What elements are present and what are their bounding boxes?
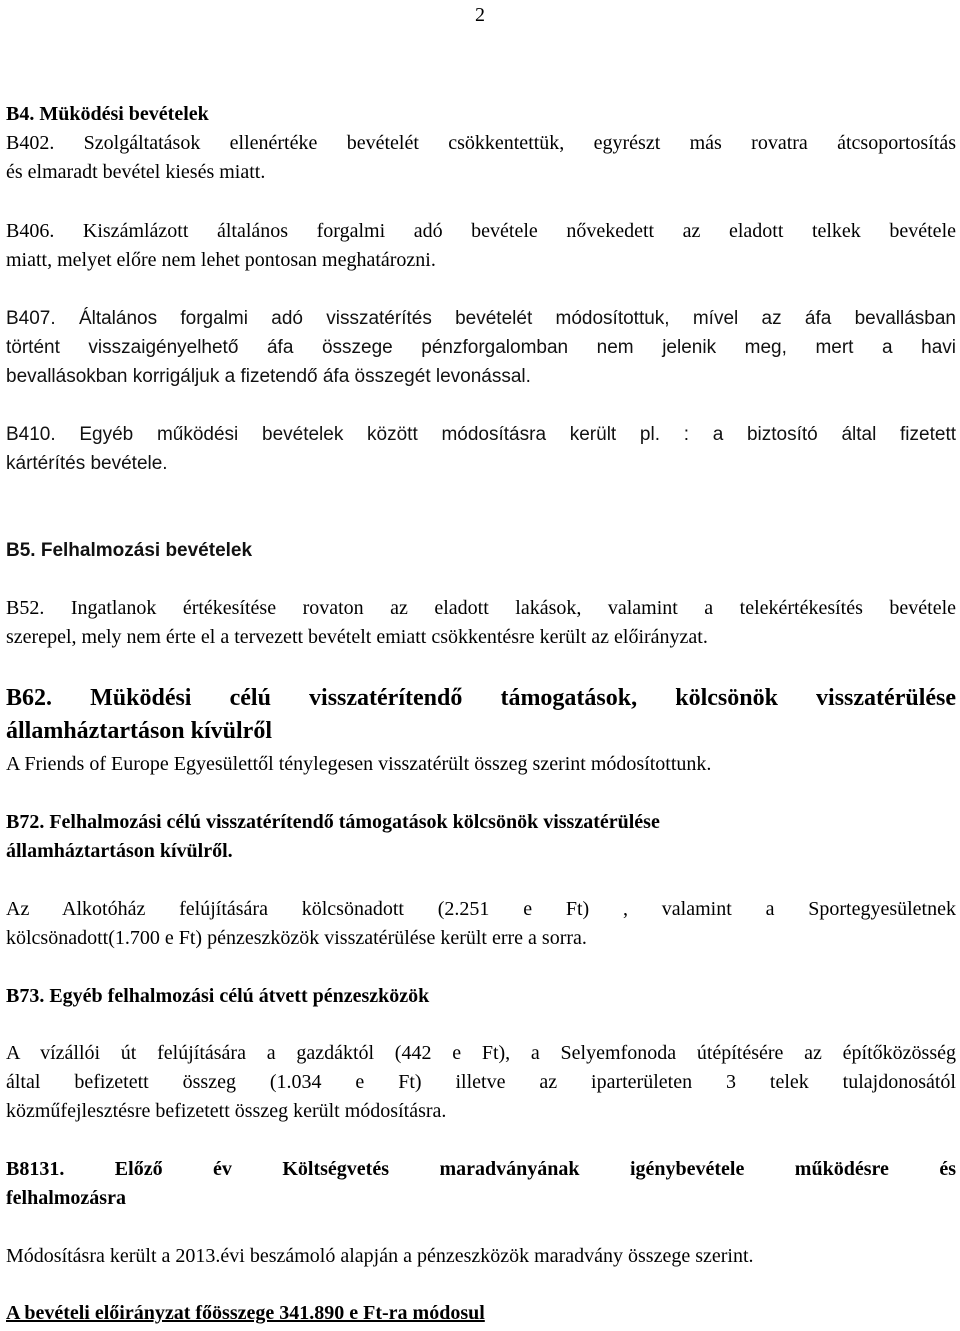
heading-b73: B73. Egyéb felhalmozási célú átvett pénzeszközök <box>6 985 430 1007</box>
page-number: 2 <box>475 4 485 26</box>
paragraph-line: kölcsönadott(1.700 e Ft) pénzeszközök visszatérülése került erre a sorra. <box>6 927 587 949</box>
heading-b8131: B8131. Előző év Költségvetés maradványának igénybevétele működésre és <box>6 1158 956 1180</box>
paragraph-line: kártérítés bevétele. <box>6 453 168 474</box>
heading-b5: B5. Felhalmozási bevételek <box>6 540 253 561</box>
heading-b8131-cont: felhalmozásra <box>6 1187 126 1209</box>
heading-b72-cont: államháztartáson kívülről. <box>6 840 233 862</box>
paragraph-line: B407. Általános forgalmi adó visszatérítés bevételét módosítottuk, mível az áfa bevallásban <box>6 308 956 329</box>
paragraph-line: történt visszaigényelhető áfa összege pénzforgalomban nem jelenik meg, mert a havi <box>6 337 956 358</box>
paragraph-line: B406. Kiszámlázott általános forgalmi adó bevétele nővekedett az eladott telkek bevétele <box>6 220 956 242</box>
heading-b4: B4. Müködési bevételek <box>6 103 209 125</box>
paragraph-line: B52. Ingatlanok értékesítése rovaton az eladott lakások, valamint a telekértékesítés bevétele <box>6 597 956 619</box>
paragraph-line: B402. Szolgáltatások ellenértéke bevételét csökkentettük, egyrészt más rovatra átcsoportosítás <box>6 132 956 154</box>
paragraph-line: miatt, melyet előre nem lehet pontosan meghatározni. <box>6 249 436 271</box>
paragraph-line: bevallásokban korrigáljuk a fizetendő áfa összegét levonással. <box>6 366 531 387</box>
paragraph-line: Módosításra került a 2013.évi beszámoló alapján a pénzeszközök maradvány összege szerint. <box>6 1245 754 1267</box>
heading-b62: B62. Müködési célú visszatérítendő támogatások, kölcsönök visszatérülése <box>6 685 956 711</box>
paragraph-line: szerepel, mely nem érte el a tervezett bevételt emiatt csökkentésre került az előirányzat. <box>6 626 708 648</box>
paragraph-line: A Friends of Europe Egyesülettől ténylegesen visszatérült összeg szerint módosítottunk. <box>6 753 712 775</box>
heading-b62-cont: államháztartáson kívülről <box>6 718 273 744</box>
paragraph-line: által befizetett összeg (1.034 e Ft) illetve az iparterületen 3 telek tulajdonosától <box>6 1071 956 1093</box>
paragraph-line: Az Alkotóház felújítására kölcsönadott (2.251 e Ft) , valamint a Sportegyesületnek <box>6 898 956 920</box>
paragraph-line: és elmaradt bevétel kiesés miatt. <box>6 161 266 183</box>
summary-total: A bevételi előirányzat főösszege 341.890 e Ft-ra módosul <box>6 1302 485 1324</box>
paragraph-line: B410. Egyéb működési bevételek között módosításra került pl. : a biztosító által fizetett <box>6 424 956 445</box>
paragraph-line: A vízállói út felújítására a gazdáktól (442 e Ft), a Selyemfonoda útépítésére az építőközösség <box>6 1042 956 1064</box>
paragraph-line: közműfejlesztésre befizetett összeg került módosításra. <box>6 1100 447 1122</box>
heading-b72: B72. Felhalmozási célú visszatérítendő támogatások kölcsönök visszatérülése <box>6 811 660 833</box>
